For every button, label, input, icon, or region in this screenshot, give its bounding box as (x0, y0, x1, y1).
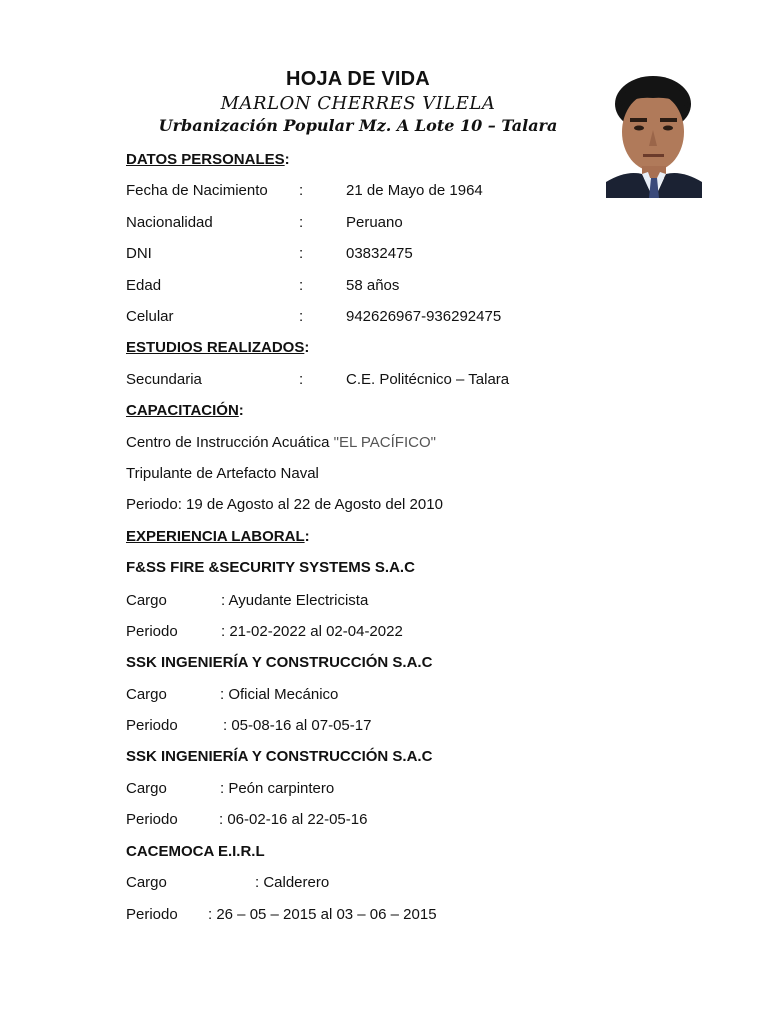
profile-photo (606, 74, 702, 198)
section-heading-training (126, 402, 244, 419)
document-title: HOJA DE VIDA (286, 68, 430, 90)
person-address: Urbanización Popular Mz. A Lote 10 – Talara (158, 116, 558, 135)
field-label-dni: DNI (126, 245, 152, 262)
job-cargo-label: Cargo (126, 592, 167, 609)
job-cargo-value: : Ayudante Electricista (221, 592, 369, 609)
training-period: Periodo: 19 de Agosto al 22 de Agosto del 2010 (126, 496, 443, 513)
field-colon: : (299, 371, 304, 388)
job-cargo-label: Cargo (126, 686, 167, 703)
field-colon: : (299, 308, 304, 325)
field-label-phone: Celular (126, 308, 174, 325)
field-colon: : (299, 214, 304, 231)
field-value-birthdate: 21 de Mayo de 1964 (346, 182, 483, 199)
section-heading-text: EXPERIENCIA LABORAL (126, 528, 305, 545)
section-heading-colon: : (304, 339, 310, 356)
job-periodo-value: : 06-02-16 al 22-05-16 (219, 811, 368, 828)
section-heading-text: ESTUDIOS REALIZADOS (126, 339, 305, 356)
job-cargo-value: : Peón carpintero (220, 780, 335, 797)
field-colon: : (299, 277, 304, 294)
job-cargo-label: Cargo (126, 874, 167, 891)
section-heading-studies (126, 339, 309, 356)
job-company: SSK INGENIERÍA Y CONSTRUCCIÓN S.A.C (126, 748, 433, 765)
job-periodo-label: Periodo (126, 717, 178, 734)
job-periodo-label: Periodo (126, 623, 178, 640)
section-heading-experience (126, 528, 310, 545)
field-label-secondary: Secundaria (126, 371, 202, 388)
section-heading-text: CAPACITACIÓN (126, 402, 239, 419)
field-label-age: Edad (126, 277, 162, 294)
section-heading-colon: : (238, 402, 244, 419)
job-cargo-value: : Calderero (255, 874, 330, 891)
field-value-phone: 942626967-936292475 (346, 308, 502, 325)
portrait-image (606, 74, 702, 198)
job-periodo-value: : 21-02-2022 al 02-04-2022 (221, 623, 403, 640)
training-institution-prefix: Centro de Instrucción Acuática (126, 434, 334, 451)
job-periodo-value: : 05-08-16 al 07-05-17 (223, 717, 372, 734)
job-periodo-label: Periodo (126, 906, 178, 923)
job-company: CACEMOCA E.I.R.L (126, 843, 265, 860)
section-heading-text: DATOS PERSONALES (126, 151, 285, 168)
field-colon: : (299, 245, 304, 262)
training-course: Tripulante de Artefacto Naval (126, 465, 319, 482)
training-institution-name: "EL PACÍFICO" (333, 434, 436, 451)
field-value-age: 58 años (346, 277, 400, 294)
job-periodo-label: Periodo (126, 811, 178, 828)
job-company: SSK INGENIERÍA Y CONSTRUCCIÓN S.A.C (126, 654, 433, 671)
person-name: MARLON CHERRES VILELA (220, 93, 496, 114)
job-cargo-value: : Oficial Mecánico (220, 686, 339, 703)
field-value-nationality: Peruano (346, 214, 403, 231)
field-label-nationality: Nacionalidad (126, 214, 213, 231)
field-colon: : (299, 182, 304, 199)
job-cargo-label: Cargo (126, 780, 167, 797)
section-heading-personal (126, 151, 290, 168)
training-institution (126, 434, 436, 451)
field-value-dni: 03832475 (346, 245, 413, 262)
section-heading-colon: : (284, 151, 290, 168)
field-label-birthdate: Fecha de Nacimiento (126, 182, 268, 199)
job-periodo-value: : 26 – 05 – 2015 al 03 – 06 – 2015 (208, 906, 437, 923)
job-company: F&SS FIRE &SECURITY SYSTEMS S.A.C (126, 559, 415, 576)
field-value-school: C.E. Politécnico – Talara (346, 371, 510, 388)
section-heading-colon: : (304, 528, 310, 545)
